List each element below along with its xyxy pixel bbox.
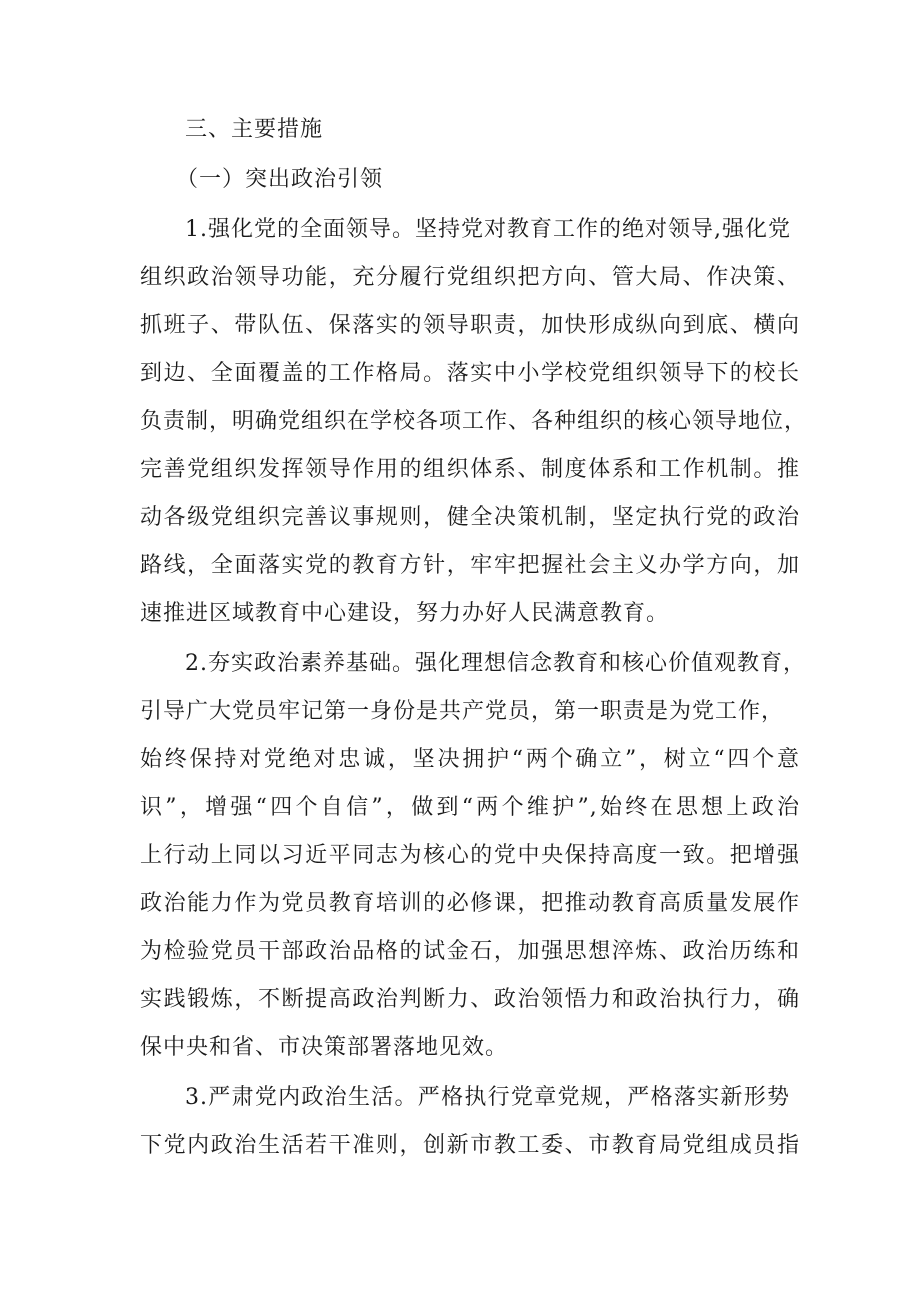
paragraph-3-line-1: 3.严肃党内政治生活。严格执行党章党规，严格落实新形势 [185,1085,790,1110]
paragraph-2-line-4: 识”，增强“四个自信”，做到“两个维护”,始终在思想上政治 [140,795,800,820]
paragraph-2-line-3: 始终保持对党绝对忠诚，坚决拥护“两个确立”，树立“四个意 [140,747,800,772]
subsection-heading: （一）突出政治引领 [176,167,384,192]
paragraph-1-line-2: 组织政治领导功能，充分履行党组织把方向、管大局、作决策、 [140,265,800,290]
paragraph-1-line-1: 1.强化党的全面领导。坚持党对教育工作的绝对领导,强化党 [185,217,791,242]
paragraph-1-line-8: 路线，全面落实党的教育方针，牢牢把握社会主义办学方向，加 [140,553,800,578]
paragraph-2-line-5: 上行动上同以习近平同志为核心的党中央保持高度一致。把增强 [140,843,800,868]
paragraph-2-line-1: 2.夯实政治素养基础。强化理想信念教育和核心价值观教育， [185,651,806,676]
section-heading: 三、主要措施 [185,117,324,142]
paragraph-2-line-2: 引导广大党员牢记第一身份是共产党员，第一职责是为党工作， [140,699,785,724]
paragraph-1-line-6: 完善党组织发挥领导作用的组织体系、制度体系和工作机制。推 [140,457,800,482]
paragraph-1-line-9: 速推进区域教育中心建设，努力办好人民满意教育。 [140,601,670,626]
paragraph-2-line-9: 保中央和省、市决策部署落地见效。 [140,1035,509,1060]
paragraph-1-line-4: 到边、全面覆盖的工作格局。落实中小学校党组织领导下的校长 [140,361,800,386]
paragraph-1-line-7: 动各级党组织完善议事规则，健全决策机制，坚定执行党的政治 [140,505,800,530]
paragraph-2-line-8: 实践锻炼，不断提高政治判断力、政治领悟力和政治执行力，确 [140,987,800,1012]
paragraph-1-line-5: 负责制，明确党组织在学校各项工作、各种组织的核心领导地位， [140,409,808,434]
paragraph-2-line-6: 政治能力作为党员教育培训的必修课，把推动教育高质量发展作 [140,891,800,916]
paragraph-1-line-3: 抓班子、带队伍、保落实的领导职责，加快形成纵向到底、横向 [140,313,800,338]
paragraph-3-line-2: 下党内政治生活若干准则，创新市教工委、市教育局党组成员指 [140,1133,800,1158]
paragraph-2-line-7: 为检验党员干部政治品格的试金石，加强思想淬炼、政治历练和 [140,939,800,964]
